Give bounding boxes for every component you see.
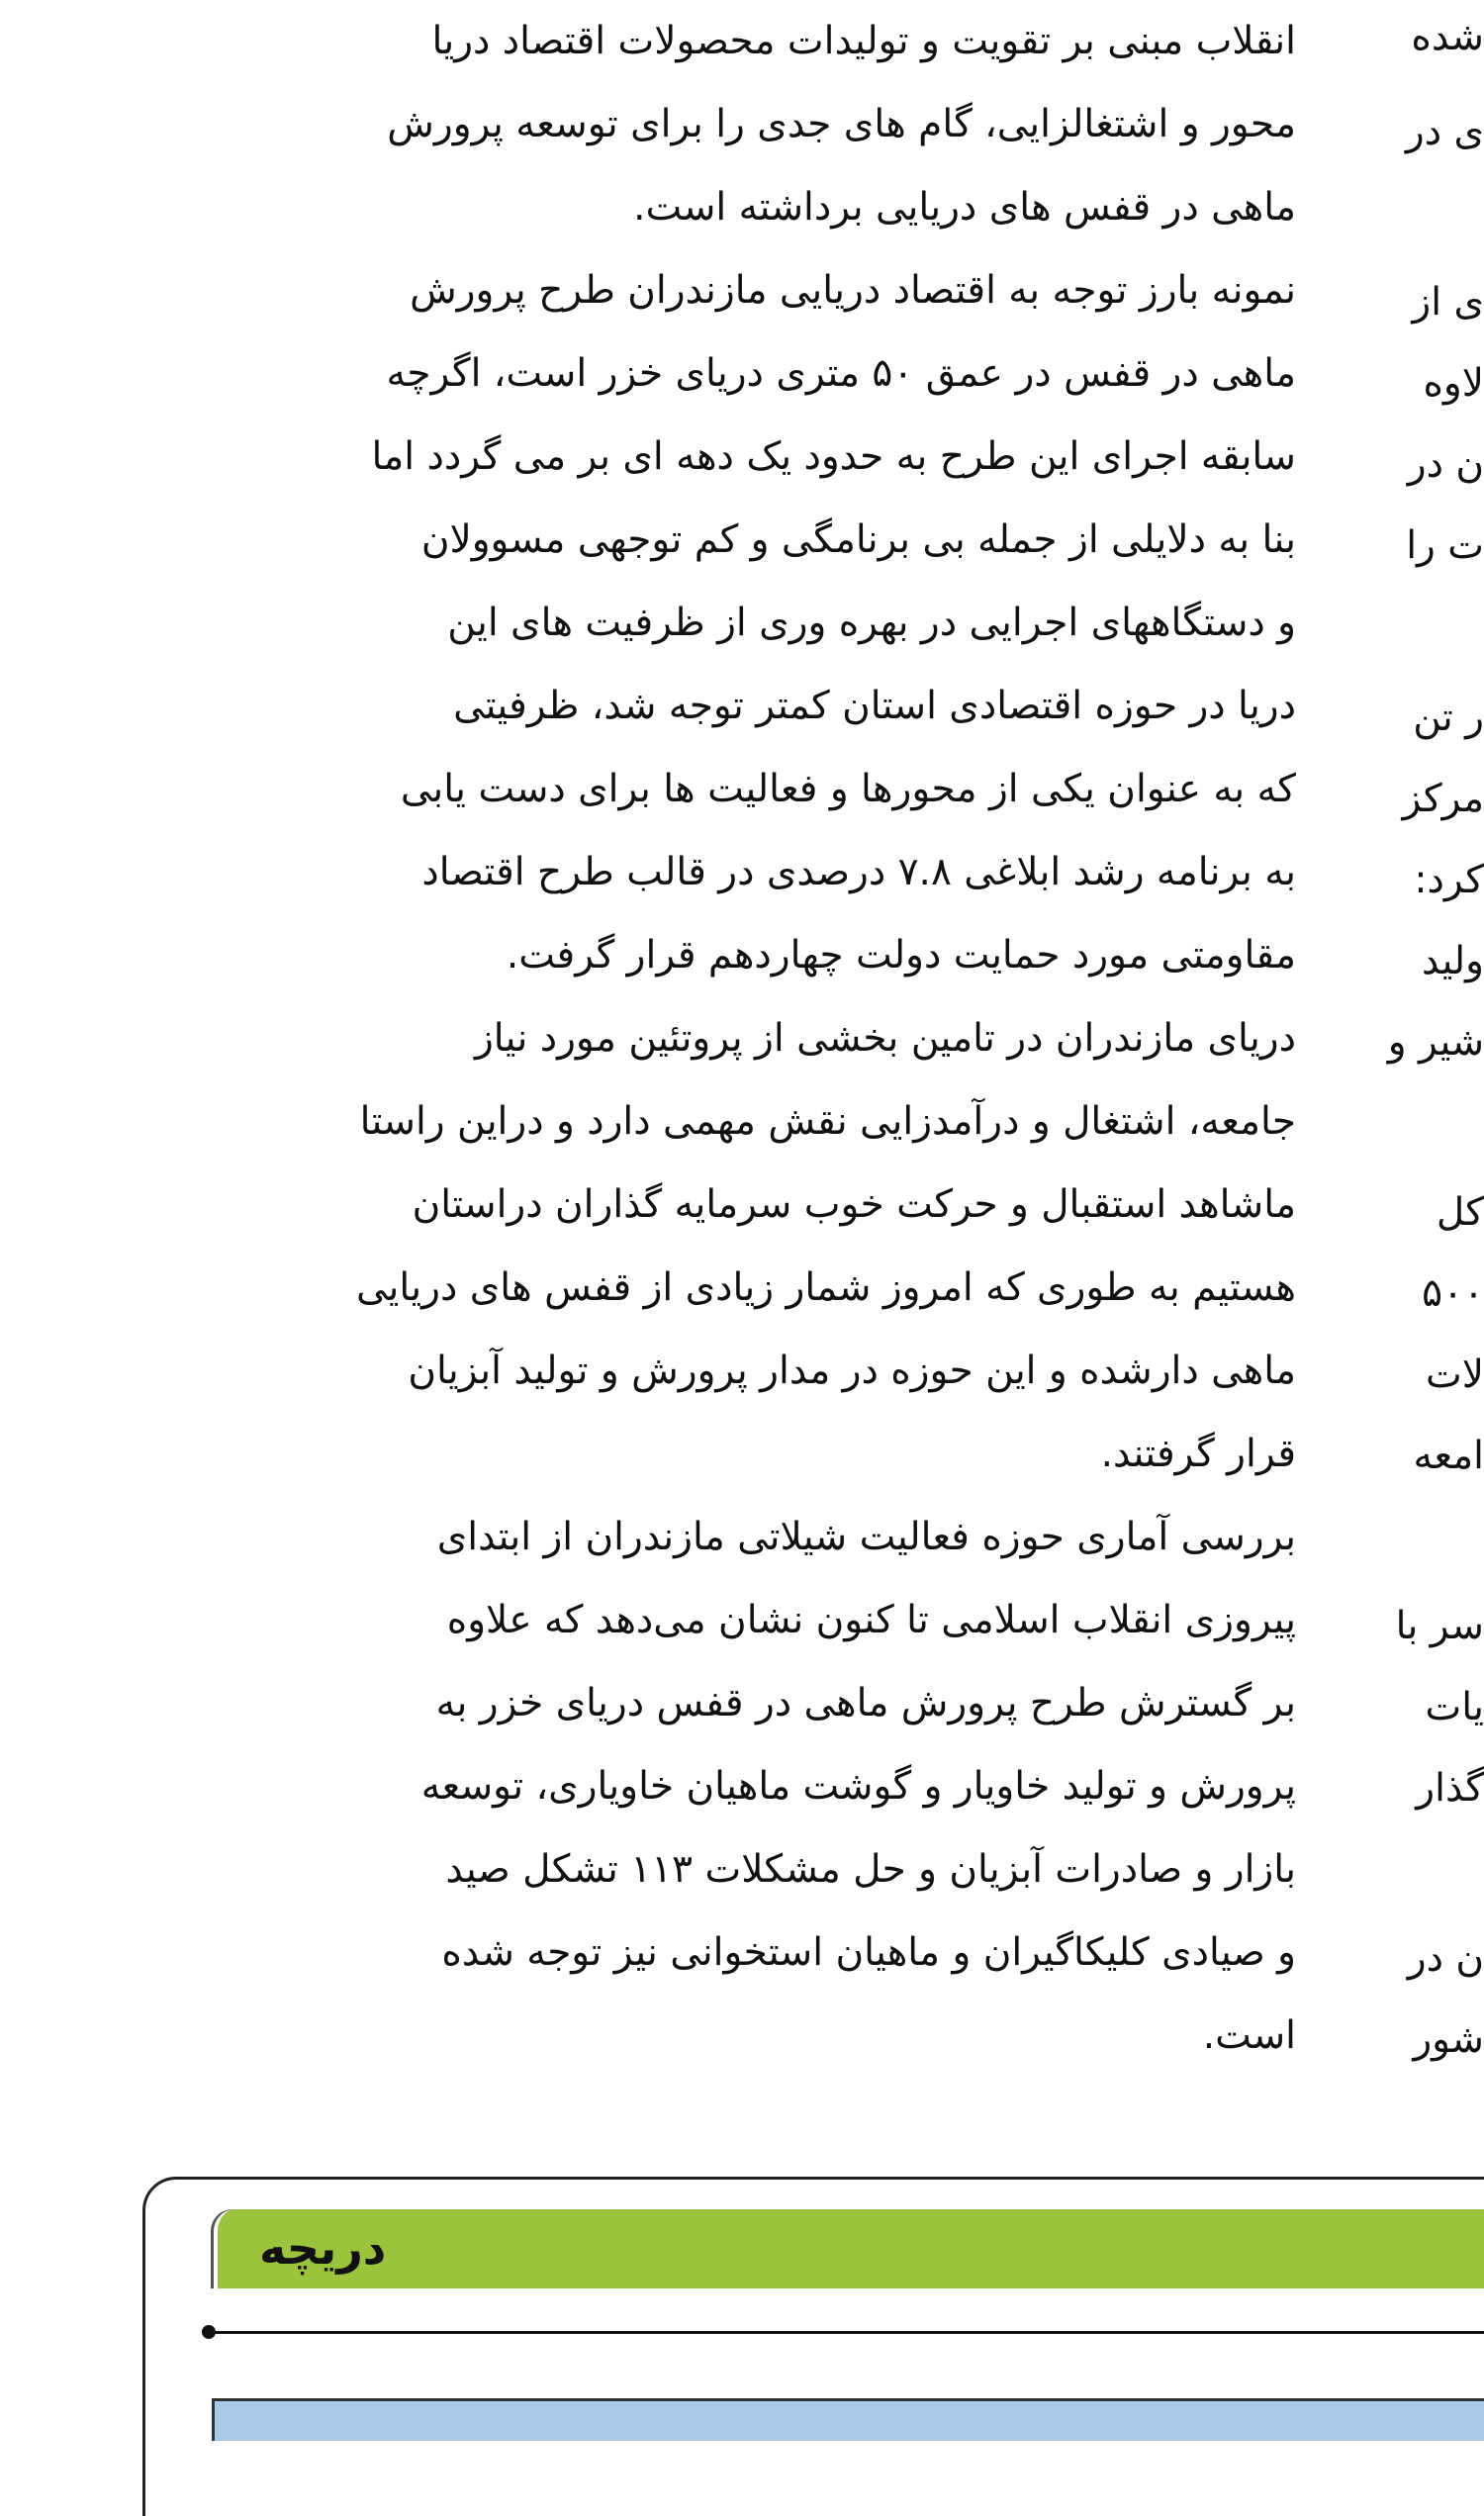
adjacent-column-cut (1383, 0, 1484, 2097)
side-fragment: لات (1426, 1346, 1484, 1405)
side-fragment: یات (1426, 1678, 1484, 1737)
side-fragment: شده (1411, 8, 1484, 67)
side-fragment: ن در (1408, 435, 1484, 495)
side-fragment: مرکز (1403, 770, 1484, 829)
side-fragment: کل (1437, 1183, 1484, 1243)
side-fragment: ن در (1408, 1929, 1484, 1989)
box-title: دریچه (259, 2210, 386, 2285)
side-fragment: شور (1413, 2010, 1484, 2070)
article-paragraph-3: دریای مازندران در تامین بخشی از پروتئین مورد نیاز جامعه، اشتغال و درآمدزایی نقش مهمی دارد و دراین راستا ماشاهد استقبال و حرکت خوب سرمایه گذاران دراستان هستیم به طوری که امروز شمار زیادی از قفس های دریایی ماهی دارشده و این حوزه در مدار پرورش و تولید آبزیان قرار گرفتند. (156, 997, 1296, 1496)
article-paragraph-4: بررسی آماری حوزه فعالیت شیلاتی مازندران از ابتدای پیروزی انقلاب اسلامی تا کنون نشان می‌دهد که علاوه بر گسترش طرح پرورش ماهی در قفس دریای خزر به پرورش و تولید خاویار و گوشت ماهیان خاویاری، توسعه بازار و صادرات آبزیان و حل مشکلات ۱۱۳ تشکل صید و صیادی کلیکاگیران و ماهیان استخوانی نیز توجه شده است. (156, 1496, 1296, 2078)
box-content-strip (212, 2398, 1484, 2441)
side-fragment: امعه (1414, 1427, 1484, 1486)
article-paragraph-1: انقلاب مبنی بر تقویت و تولیدات محصولات اقتصاد دریا محور و اشتغالزایی، گام های جدی را برای توسعه پرورش ماهی در قفس های دریایی برداشته است. (156, 0, 1296, 249)
side-fragment: شیر و (1388, 1013, 1484, 1072)
side-fragment: ی در (1406, 103, 1484, 162)
side-fragment: ۵۰۰ (1422, 1264, 1484, 1324)
main-article-column (156, 0, 1296, 2078)
side-fragment: سر با (1396, 1597, 1484, 1656)
side-fragment: ولید (1422, 932, 1484, 991)
article-paragraph-2: نمونه بارز توجه به اقتصاد دریایی مازندران طرح پرورش ماهی در قفس در عمق ۵۰ متری دریای خزر است، اگرچه سابقه اجرای این طرح به حدود یک دهه ای بر می گردد اما بنا به دلایلی از جمله بی برنامگی و کم توجهی مسوولان و دستگاههای اجرایی در بهره وری از ظرفیت های این دریا در حوزه اقتصادی استان کمتر توجه شد، ظرفیتی که به عنوان یکی از محورها و فعالیت ها برای دست یابی به برنامه رشد ابلاغی ۷.۸ درصدی در قالب طرح اقتصاد مقاومتی مورد حمایت دولت چهاردهم قرار گرفت. (156, 249, 1296, 997)
side-fragment: کرد: (1414, 851, 1484, 910)
box-title-band (214, 2209, 1484, 2288)
side-fragment: گذار (1416, 1759, 1484, 1818)
side-fragment: ی از (1412, 273, 1484, 332)
side-fragment: ت را (1406, 516, 1484, 576)
side-fragment: ر تن (1413, 689, 1484, 748)
side-fragment: لاوه (1423, 354, 1484, 414)
divider-line (208, 2331, 1484, 2334)
